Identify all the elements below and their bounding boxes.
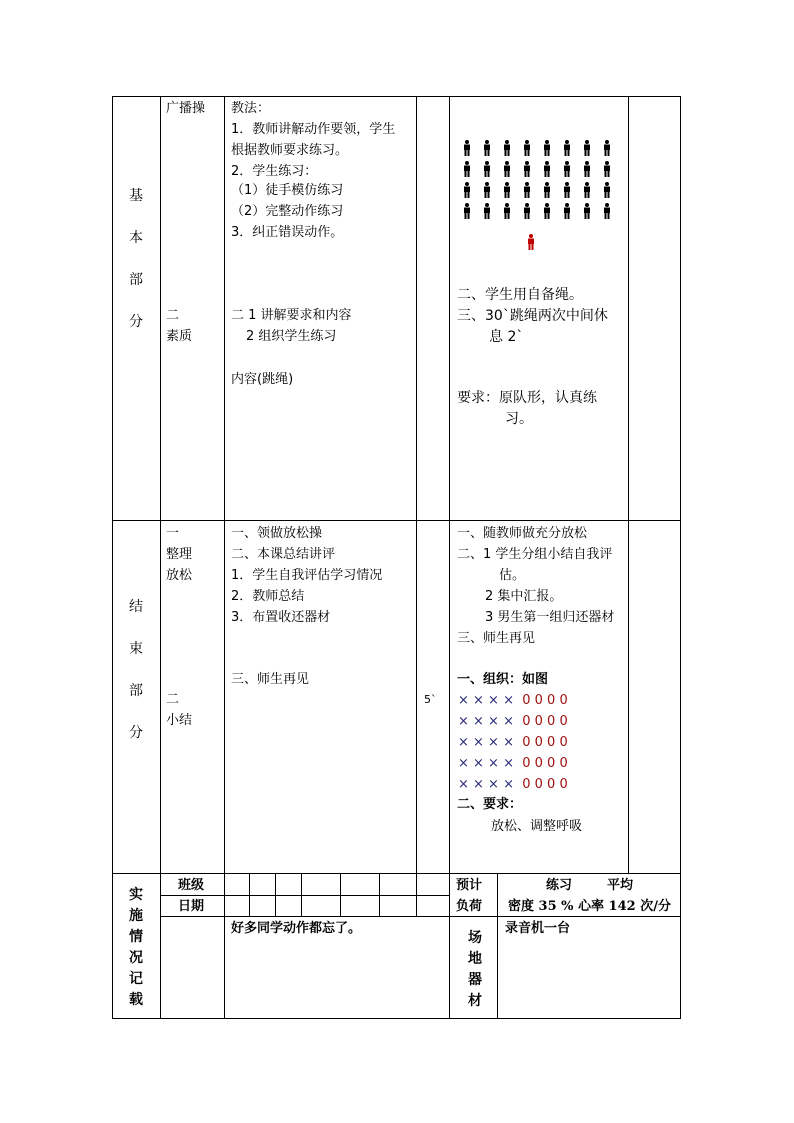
implementation-comment: 好多同学动作都忘了。: [231, 921, 362, 936]
student-figure-icon: [523, 203, 531, 219]
formation-row: [458, 690, 568, 711]
section-title-char: 束: [129, 641, 143, 657]
item-label: 广播操: [166, 101, 206, 116]
method-line: 3．纠正错误动作。: [231, 225, 344, 240]
method-line: 3．布置收还器材: [231, 610, 331, 625]
section-title-char: 本: [129, 230, 143, 246]
student-figure-icon: [503, 140, 511, 156]
method-line: 2．学生练习：: [231, 164, 318, 179]
student-figure-icon: [583, 140, 591, 156]
item-label: 整理: [166, 547, 193, 562]
method-line: 三、师生再见: [231, 672, 310, 687]
load-label: 预计: [456, 878, 483, 893]
method-line: 二 1 讲解要求和内容: [231, 308, 352, 323]
requirement-line: 习。: [505, 411, 533, 427]
section-title-char: 记: [129, 971, 143, 987]
teacher-figure-icon: [527, 234, 535, 250]
method-line: 二、本课总结讲评: [231, 547, 336, 562]
organization-line: 3 男生第一组归还器材: [485, 610, 615, 625]
student-figure-icon: [483, 203, 491, 219]
organization-line: 二、学生用自备绳。: [457, 287, 583, 303]
formation-o: 0 0 0 0: [522, 756, 568, 771]
method-line: 内容(跳绳): [231, 372, 294, 387]
student-figure-icon: [463, 203, 471, 219]
venue-label-char: 地: [468, 951, 482, 967]
student-figure-icon: [543, 182, 551, 198]
load-exercise-label: 练习: [546, 878, 573, 893]
time-value: 5`: [424, 693, 437, 706]
formation-x: × × × ×: [458, 756, 514, 771]
method-line: 1．学生自我评估学习情况: [231, 568, 383, 583]
student-figure-icon: [463, 182, 471, 198]
organization-line: 2 集中汇报。: [485, 589, 563, 604]
formation-x: × × × ×: [458, 714, 514, 729]
student-figure-icon: [603, 182, 611, 198]
item-label: 小结: [166, 713, 193, 728]
item-number: 二: [166, 692, 180, 707]
student-figure-icon: [563, 140, 571, 156]
formation-row: [458, 753, 568, 774]
student-figure-icon: [583, 182, 591, 198]
item-label: 素质: [166, 329, 193, 344]
section-title-char: 况: [129, 950, 143, 966]
method-line: 一、领做放松操: [231, 526, 323, 541]
student-figure-icon: [463, 140, 471, 156]
student-figure-icon: [603, 140, 611, 156]
formation-row: [458, 774, 568, 795]
formation-o: 0 0 0 0: [522, 735, 568, 750]
load-average-label: 平均: [607, 878, 634, 893]
item-number: 二: [166, 308, 180, 323]
student-figure-icon: [483, 140, 491, 156]
student-figure-icon: [523, 182, 531, 198]
student-figure-icon: [603, 161, 611, 177]
venue-label-char: 材: [468, 993, 482, 1009]
method-line: 2 组织学生练习: [246, 329, 337, 344]
organization-title: 一、组织：如图: [457, 672, 549, 687]
method-line: 教法：: [231, 101, 271, 116]
section-title-char: 载: [129, 992, 143, 1008]
student-figure-icon: [563, 161, 571, 177]
method-line: （2）完整动作练习: [231, 204, 344, 219]
formation-o: 0 0 0 0: [522, 777, 568, 792]
organization-line: 二、1 学生分组小结自我评: [457, 547, 613, 562]
student-figure-icon: [543, 203, 551, 219]
venue-label-char: 器: [468, 972, 482, 988]
equipment-text: 录音机一台: [505, 921, 571, 936]
requirement-title: 二、要求：: [457, 797, 523, 812]
requirement-line: 要求：原队形，认真练: [457, 390, 597, 406]
venue-label-char: 场: [468, 930, 482, 946]
student-figure-icon: [603, 203, 611, 219]
method-line: 2．教师总结: [231, 589, 305, 604]
load-values: 密度 35 % 心率 142 次/分: [508, 899, 671, 914]
section-title-char: 分: [129, 725, 143, 741]
section-title-char: 结: [129, 599, 143, 615]
student-figure-icon: [503, 203, 511, 219]
section-title-char: 部: [129, 272, 143, 288]
formation-o: 0 0 0 0: [522, 714, 568, 729]
item-label: 放松: [166, 568, 193, 583]
student-figure-icon: [483, 182, 491, 198]
student-figure-icon: [483, 161, 491, 177]
student-figure-icon: [523, 140, 531, 156]
student-figure-icon: [563, 203, 571, 219]
student-figure-icon: [463, 161, 471, 177]
formation-x: × × × ×: [458, 777, 514, 792]
section-title-char: 施: [129, 908, 143, 924]
requirement-text: 放松、调整呼吸: [491, 819, 583, 834]
method-line: （1）徒手模仿练习: [231, 183, 344, 198]
formation-row: [458, 732, 568, 753]
student-figure-icon: [503, 161, 511, 177]
class-label: 班级: [178, 878, 205, 893]
organization-line: 息 2`: [489, 329, 524, 345]
section-title-char: 情: [129, 929, 143, 945]
student-figure-icon: [523, 161, 531, 177]
student-figure-icon: [543, 140, 551, 156]
formation-o: 0 0 0 0: [522, 693, 568, 708]
date-label: 日期: [178, 899, 205, 914]
method-line: 1．教师讲解动作要领，学生: [231, 122, 396, 137]
student-figure-icon: [583, 161, 591, 177]
method-line: 根据教师要求练习。: [231, 143, 349, 158]
student-figure-icon: [563, 182, 571, 198]
section-title-char: 分: [129, 314, 143, 330]
organization-line: 估。: [499, 568, 526, 583]
student-figure-icon: [503, 182, 511, 198]
organization-line: 一、随教师做充分放松: [457, 526, 588, 541]
student-figure-icon: [583, 203, 591, 219]
load-label: 负荷: [456, 899, 483, 914]
formation-row: [458, 711, 568, 732]
section-title-char: 部: [129, 683, 143, 699]
formation-x: × × × ×: [458, 693, 514, 708]
organization-line: 三、30`跳绳两次中间休: [457, 308, 608, 324]
formation-x: × × × ×: [458, 735, 514, 750]
student-figure-icon: [543, 161, 551, 177]
item-number: 一: [166, 526, 180, 541]
section-title-char: 实: [129, 887, 143, 903]
section-title-char: 基: [129, 188, 143, 204]
organization-line: 三、师生再见: [457, 631, 536, 646]
